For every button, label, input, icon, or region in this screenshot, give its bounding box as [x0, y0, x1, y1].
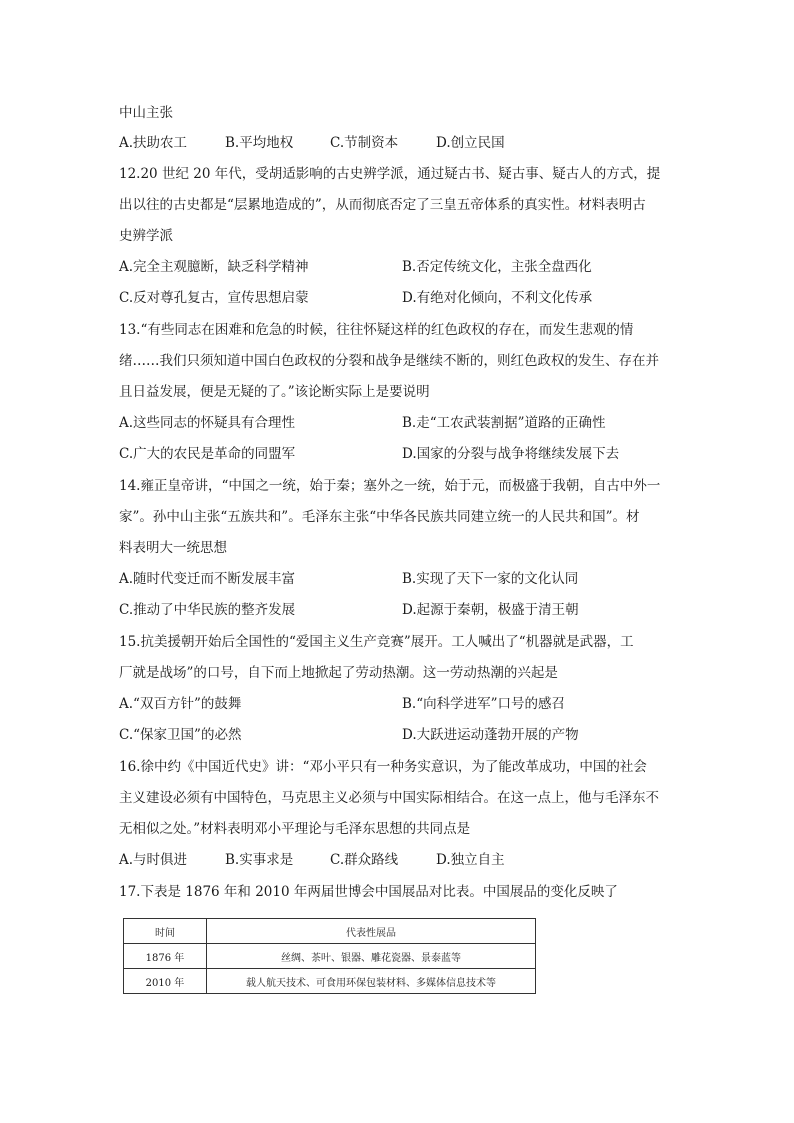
q13-stem-line: 且日益发展，便是无疑的了。”该论断实际上是要说明 [119, 384, 430, 400]
table-cell: 1876 年 [124, 944, 207, 969]
q17-stem-line: 17.下表是 1876 年和 2010 年两届世博会中国展品对比表。中国展品的变化反映了 [119, 884, 618, 900]
q16-stem-line: 主义建设必须有中国特色，马克思主义必须与中国实际相结合。在这一点上，他与毛泽东不 [119, 790, 659, 806]
q16-option-b[interactable]: B.实事求是 [225, 852, 294, 868]
q14-stem-line: 料表明大一统思想 [119, 540, 227, 556]
table-cell: 丝绸、茶叶、银器、雕花瓷器、景泰蓝等 [207, 944, 536, 969]
q13-option-c[interactable]: C.广大的农民是革命的同盟军 [119, 446, 296, 462]
q11-option-c[interactable]: C.节制资本 [330, 135, 399, 151]
q12-option-d[interactable]: D.有绝对化倾向，不利文化传承 [402, 290, 593, 306]
q13-stem-line: 绪……我们只须知道中国白色政权的分裂和战争是继续不断的，则红色政权的发生、存在并 [119, 353, 659, 369]
expo-comparison-table [123, 918, 536, 994]
q15-option-a[interactable]: A.“双百方针”的鼓舞 [119, 696, 242, 712]
q15-option-c[interactable]: C.“保家卫国”的必然 [119, 727, 242, 743]
q16-option-d[interactable]: D.独立自主 [436, 852, 505, 868]
table-header-cell: 代表性展品 [207, 919, 536, 944]
q14-option-a[interactable]: A.随时代变迁而不断发展丰富 [119, 571, 296, 587]
q12-option-c[interactable]: C.反对尊孔复古，宣传思想启蒙 [119, 290, 309, 306]
table-header-row [124, 919, 536, 944]
q15-stem-line: 厂就是战场”的口号，自下而上地掀起了劳动热潮。这一劳动热潮的兴起是 [119, 665, 558, 681]
q12-stem-line: 12.20 世纪 20 年代，受胡适影响的古史辨学派，通过疑古书、疑古事、疑古人的方式，提 [119, 166, 661, 182]
q13-option-d[interactable]: D.国家的分裂与战争将继续发展下去 [402, 446, 620, 462]
q12-stem-line: 史辨学派 [119, 228, 173, 244]
q14-stem-line: 14.雍正皇帝讲，“中国之一统，始于秦；塞外之一统，始于元，而极盛于我朝，自古中外一 [119, 478, 661, 494]
q16-stem-line: 16.徐中约《中国近代史》讲：“邓小平只有一种务实意识，为了能改革成功，中国的社会 [119, 759, 647, 775]
q14-option-d[interactable]: D.起源于秦朝，极盛于清王朝 [402, 602, 579, 618]
table-cell: 载人航天技术、可食用环保包装材料、多媒体信息技术等 [207, 969, 536, 994]
question-11-tail: 中山主张 [119, 105, 173, 121]
table-cell: 2010 年 [124, 969, 207, 994]
q11-option-a[interactable]: A.扶助农工 [119, 135, 188, 151]
q15-stem-line: 15.抗美援朝开始后全国性的“爱国主义生产竞赛”展开。工人喊出了“机器就是武器，工 [119, 634, 634, 650]
table-row [124, 969, 536, 994]
q11-option-d[interactable]: D.创立民国 [436, 135, 505, 151]
q15-option-d[interactable]: D.大跃进运动蓬勃开展的产物 [402, 727, 579, 743]
q12-option-b[interactable]: B.否定传统文化，主张全盘西化 [402, 259, 592, 275]
q13-option-b[interactable]: B.走“工农武装割据”道路的正确性 [402, 415, 606, 431]
q14-stem-line: 家”。孙中山主张“五族共和”。毛泽东主张“中华各民族共同建立统一的人民共和国”。材 [119, 509, 640, 525]
q15-option-b[interactable]: B.“向科学进军”口号的感召 [402, 696, 566, 712]
q16-option-c[interactable]: C.群众路线 [330, 852, 399, 868]
q12-option-a[interactable]: A.完全主观臆断，缺乏科学精神 [119, 259, 309, 275]
q14-option-c[interactable]: C.推动了中华民族的整齐发展 [119, 602, 296, 618]
q16-option-a[interactable]: A.与时俱进 [119, 852, 188, 868]
q12-stem-line: 出以往的古史都是“层累地造成的”，从而彻底否定了三皇五帝体系的真实性。材料表明古 [119, 197, 646, 213]
q14-option-b[interactable]: B.实现了天下一家的文化认同 [402, 571, 579, 587]
q13-stem-line: 13.“有些同志在困难和危急的时候，往往怀疑这样的红色政权的存在，而发生悲观的情 [119, 322, 634, 338]
table-header-cell: 时间 [124, 919, 207, 944]
q13-option-a[interactable]: A.这些同志的怀疑具有合理性 [119, 415, 296, 431]
table-row [124, 944, 536, 969]
q16-stem-line: 无相似之处。”材料表明邓小平理论与毛泽东思想的共同点是 [119, 821, 471, 837]
q11-option-b[interactable]: B.平均地权 [225, 135, 294, 151]
